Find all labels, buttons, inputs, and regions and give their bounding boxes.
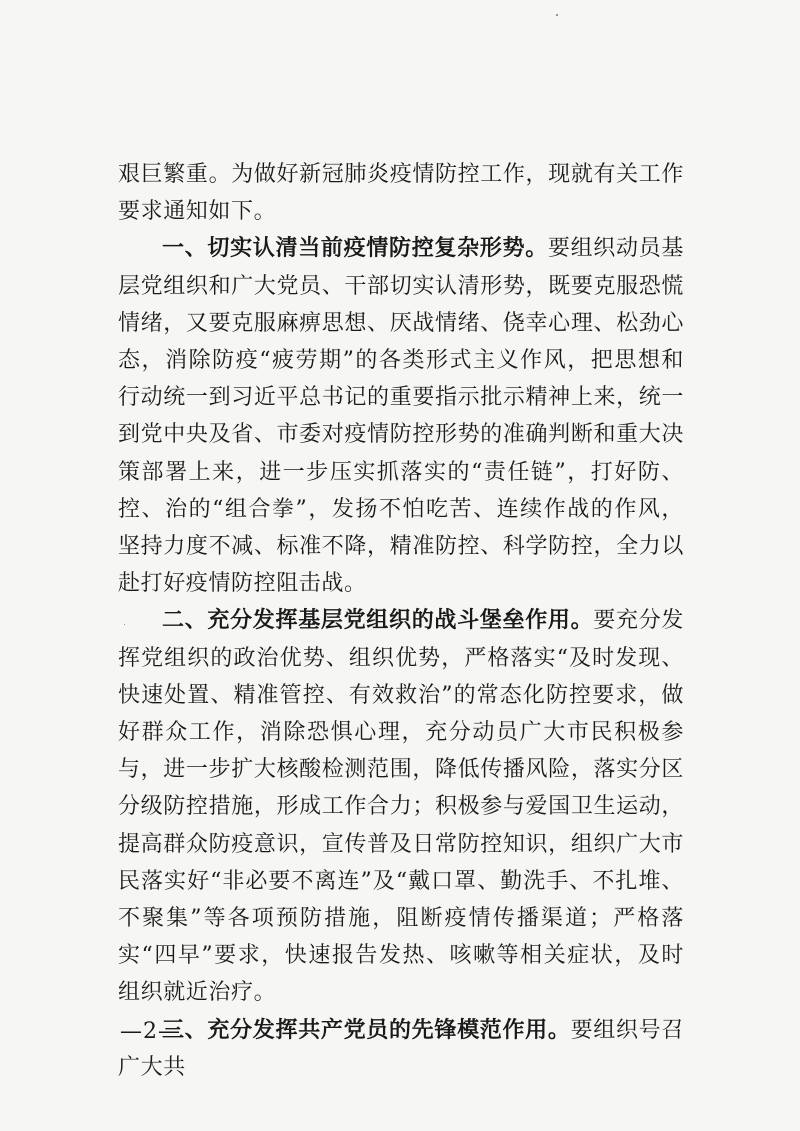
- section-one-paragraph: [118, 230, 684, 602]
- section-one-body: 要组织动员基层党组织和广大党员、干部切实认清形势，既要克服恐慌情绪，又要克服麻痹思想、厌战情绪、侥幸心理、松劲心态，消除防疫“疲劳期”的各类形式主义作风，把思想和行动统一到习近平总书记的重要指示批示精神上来，统一到党中央及省、市委对疫情防控形势的准确判断和重大决策部署上来，进一步压实抓落实的“责任链”，打好防、控、治的“组合拳”，发扬不怕吃苦、连续作战的作风，坚持力度不减、标准不降，精准防控、科学防控，全力以赴打好疫情防控阻击战。: [118, 236, 685, 597]
- section-two-paragraph: [118, 602, 684, 1011]
- scan-speck: [124, 624, 125, 625]
- scan-speck: [556, 14, 558, 16]
- section-three-heading: 三、充分发挥共产党员的先锋模范作用。: [162, 1016, 571, 1043]
- section-two-body: 要充分发挥党组织的政治优势、组织优势，严格落实“及时发现、快速处置、精准管控、有效救治”的常态化防控要求，做好群众工作，消除恐惧心理，充分动员广大市民积极参与，进一步扩大核酸检测范围，降低传播风险，落实分区分级防控措施，形成工作合力；积极参与爱国卫生运动，提高群众防疫意识，宣传普及日常防控知识，组织广大市民落实好“非必要不离连”及“戴口罩、勤洗手、不扎堆、不聚集”等各项预防措施，阻断疫情传播渠道；严格落实“四早”要求，快速报告发热、咳嗽等相关症状，及时组织就近治疗。: [118, 608, 684, 1006]
- document-body: [118, 156, 684, 1086]
- section-two-heading: 二、充分发挥基层党组织的战斗堡垒作用。: [162, 607, 594, 634]
- section-three-paragraph: [118, 1012, 684, 1086]
- section-three-body: 要组织号召广大共: [118, 1017, 684, 1080]
- continuation-paragraph: 艰巨繁重。为做好新冠肺炎疫情防控工作，现就有关工作要求通知如下。: [118, 162, 684, 225]
- page-number: —2—: [120, 1019, 181, 1044]
- section-one-heading: 一、切实认清当前疫情防控复杂形势。: [162, 235, 548, 262]
